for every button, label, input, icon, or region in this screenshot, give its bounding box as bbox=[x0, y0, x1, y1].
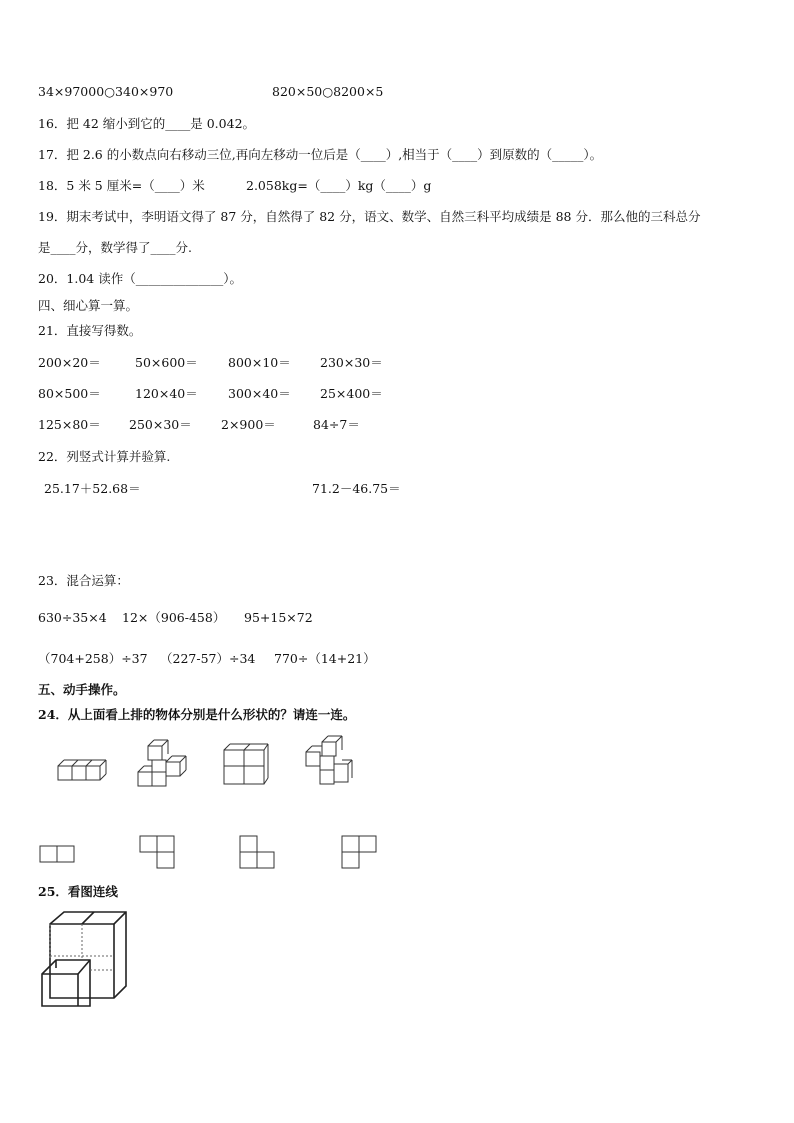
calc-cell: 250×30＝ bbox=[129, 417, 192, 432]
mixed-calc: 12×（906-458） bbox=[122, 610, 226, 625]
question-17: 17．把 2.6 的小数点向右移动三位,再向左移动一位后是（____）,相当于（____）到原数的（_____）。 bbox=[38, 147, 603, 162]
section-4-heading: 四、细心算一算。 bbox=[38, 298, 139, 313]
question-19-line1: 19．期末考试中，李明语文得了 87 分，自然得了 82 分，语文、数学、自然三科平均成绩是 88 分．那么他的三科总分 bbox=[38, 209, 701, 224]
calc-cell: 300×40＝ bbox=[228, 386, 291, 401]
top-view-shape-2 bbox=[138, 834, 178, 872]
question-22-title: 22．列竖式计算并验算. bbox=[38, 449, 171, 464]
question-24-title: 24．从上面看上排的物体分别是什么形状的？请连一连。 bbox=[38, 707, 356, 722]
mixed-calc: （704+258）÷37 bbox=[38, 651, 148, 666]
calc-cell: 120×40＝ bbox=[135, 386, 198, 401]
compare-right: 820×50○8200×5 bbox=[272, 84, 384, 99]
top-view-shape-1 bbox=[38, 842, 78, 864]
question-23-title: 23．混合运算： bbox=[38, 573, 129, 588]
calc-cell: 50×600＝ bbox=[135, 355, 198, 370]
vertical-calc-2: 71.2－46.75＝ bbox=[312, 481, 401, 496]
calc-cell: 200×20＝ bbox=[38, 355, 101, 370]
top-view-shape-3 bbox=[238, 834, 278, 872]
cube-figure-3 bbox=[220, 740, 270, 788]
question-18-part2: 2.058kg=（____）kg（____）g bbox=[246, 178, 432, 193]
calc-cell: 80×500＝ bbox=[38, 386, 101, 401]
mixed-calc: 630÷35×4 bbox=[38, 610, 107, 625]
mixed-calc: 95+15×72 bbox=[244, 610, 313, 625]
cube-figure-1 bbox=[52, 750, 108, 790]
question-20: 20．1.04 读作（______________）。 bbox=[38, 271, 242, 286]
question-16: 16．把 42 缩小到它的____是 0.042。 bbox=[38, 116, 256, 131]
calc-cell: 125×80＝ bbox=[38, 417, 101, 432]
calc-cell: 2×900＝ bbox=[221, 417, 276, 432]
section-5-heading: 五、动手操作。 bbox=[38, 682, 126, 697]
question-21-title: 21．直接写得数。 bbox=[38, 323, 142, 338]
mixed-calc: 770÷（14+21） bbox=[274, 651, 376, 666]
vertical-calc-1: 25.17＋52.68＝ bbox=[44, 481, 141, 496]
question-19-line2: 是____分，数学得了____分. bbox=[38, 240, 192, 255]
calc-cell: 84÷7＝ bbox=[313, 417, 360, 432]
cube-figure-4 bbox=[300, 734, 356, 788]
calc-cell: 800×10＝ bbox=[228, 355, 291, 370]
block-figure bbox=[38, 910, 130, 1010]
compare-row bbox=[38, 84, 173, 100]
question-25-title: 25．看图连线 bbox=[38, 884, 118, 899]
top-view-shape-4 bbox=[340, 834, 380, 872]
mixed-calc: （227-57）÷34 bbox=[160, 651, 256, 666]
cube-figure-2 bbox=[134, 738, 190, 790]
compare-left: 34×97000○340×970 bbox=[38, 84, 174, 99]
question-18-part1: 18．5 米 5 厘米=（____）米 bbox=[38, 178, 205, 193]
calc-cell: 25×400＝ bbox=[320, 386, 383, 401]
calc-cell: 230×30＝ bbox=[320, 355, 383, 370]
